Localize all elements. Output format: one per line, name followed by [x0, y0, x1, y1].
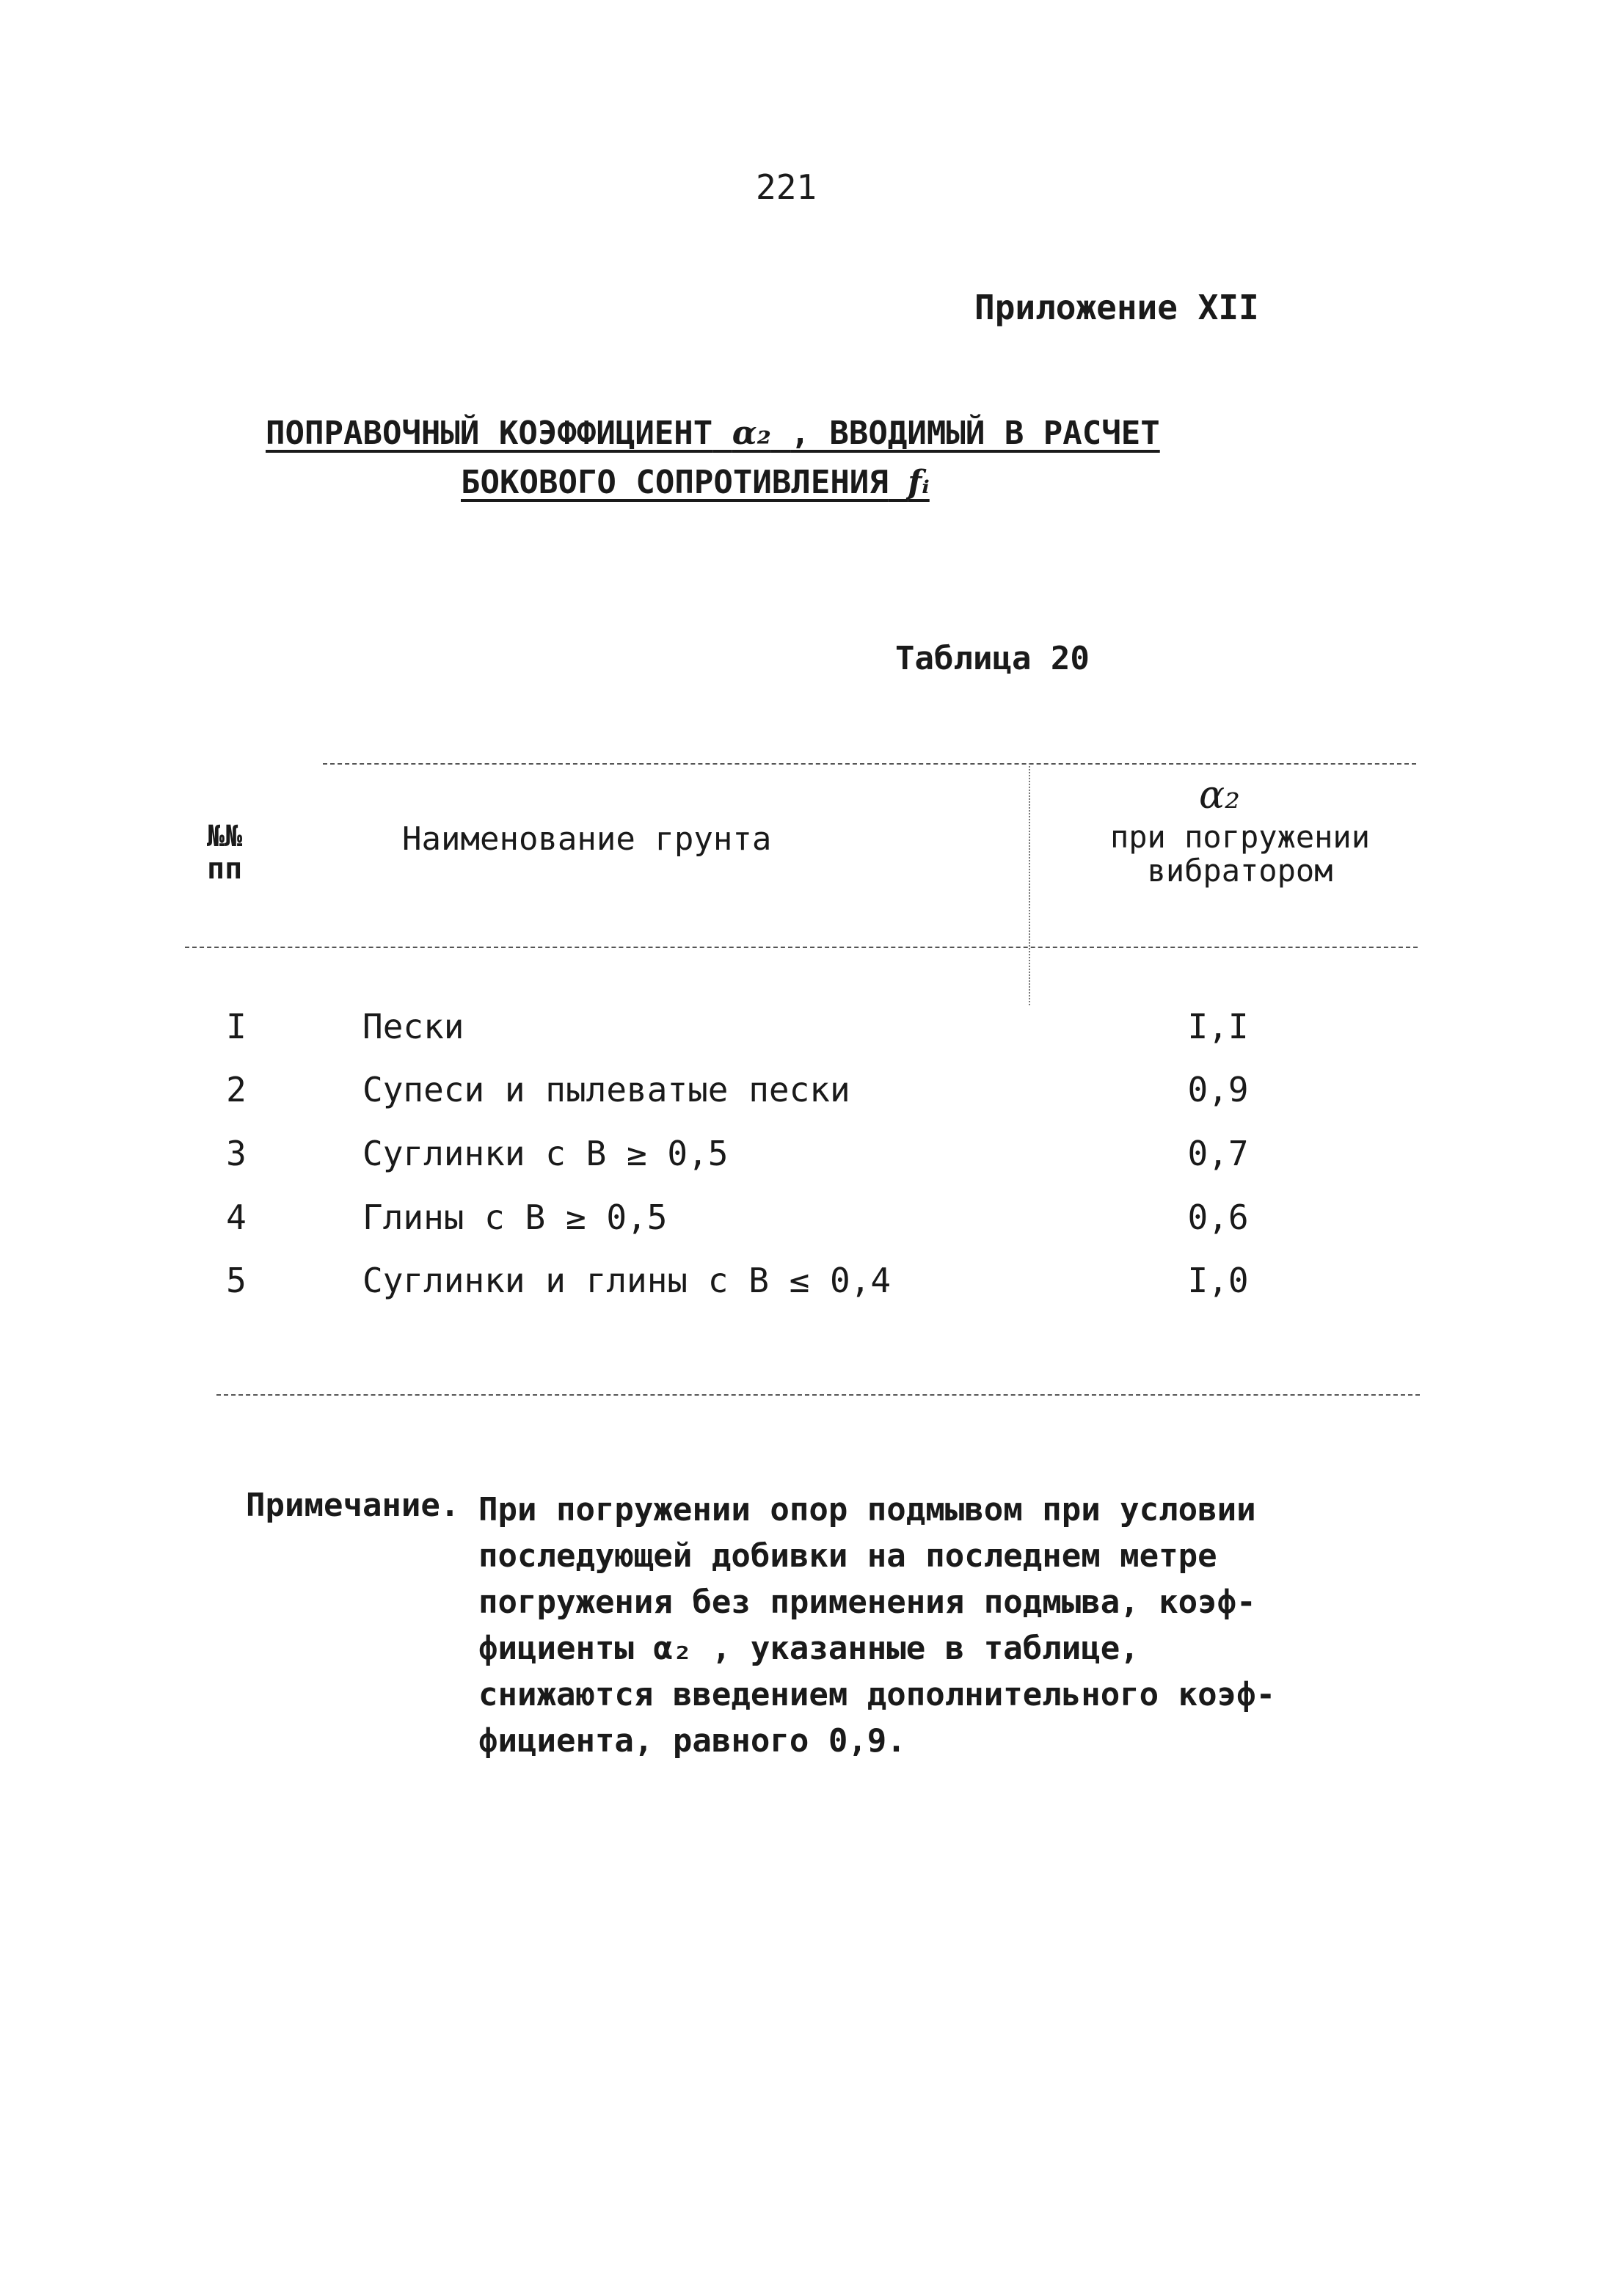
page-title-line-2 — [461, 464, 930, 501]
row-1-number: I — [226, 1007, 247, 1046]
header-number: №№ пп — [207, 820, 243, 886]
row-5-number: 5 — [226, 1261, 247, 1300]
appendix-label: Приложение XII — [974, 288, 1259, 327]
table-header-rule — [185, 947, 1418, 948]
row-2-value: 0,9 — [1187, 1070, 1249, 1109]
page-number: 221 — [756, 167, 817, 207]
header-alpha2-symbol: α₂ — [1199, 773, 1240, 817]
table-top-rule — [323, 763, 1416, 765]
fi-symbol: fᵢ — [908, 464, 930, 501]
row-4-name: Глины с В ≥ 0,5 — [362, 1198, 668, 1237]
alpha2-symbol: α₂ — [732, 415, 771, 452]
row-4-number: 4 — [226, 1198, 247, 1237]
row-2-name: Супеси и пылеватые пески — [362, 1070, 850, 1109]
header-alpha2-vibrator: при погружении вибратором — [1109, 819, 1370, 889]
row-3-number: 3 — [226, 1134, 247, 1173]
row-4-value: 0,6 — [1187, 1198, 1249, 1237]
note-body: При погружении опор подмывом при условии последующей добивки на последнем метре погружения без применения подмыва, коэф- фициенты α₂ , указанные в таблице, снижаются введением дополнительного коэф- фициента, равного 0,9. — [478, 1491, 1276, 1760]
table-caption: Таблица 20 — [895, 640, 1090, 677]
page-title-line-1 — [266, 415, 1160, 452]
column-separator — [1029, 763, 1030, 1005]
row-2-number: 2 — [226, 1070, 247, 1109]
row-3-name: Суглинки с В ≥ 0,5 — [362, 1134, 729, 1173]
row-5-name: Суглинки и глины с В ≤ 0,4 — [362, 1261, 892, 1300]
table-bottom-rule — [216, 1394, 1420, 1396]
row-1-value: I,I — [1187, 1007, 1249, 1046]
title-text-part-2: , ВВОДИМЫЙ В РАСЧЕТ — [790, 415, 1160, 452]
row-5-value: I,0 — [1187, 1261, 1249, 1300]
title-text-part-1: ПОПРАВОЧНЫЙ КОЭФФИЦИЕНТ — [266, 415, 713, 452]
row-3-value: 0,7 — [1187, 1134, 1249, 1173]
row-1-name: Пески — [362, 1007, 464, 1046]
note-label: Примечание. — [246, 1487, 460, 1524]
title-text-part-3: БОКОВОГО СОПРОТИВЛЕНИЯ — [461, 464, 889, 501]
header-soil-name: Наименование грунта — [402, 820, 772, 858]
